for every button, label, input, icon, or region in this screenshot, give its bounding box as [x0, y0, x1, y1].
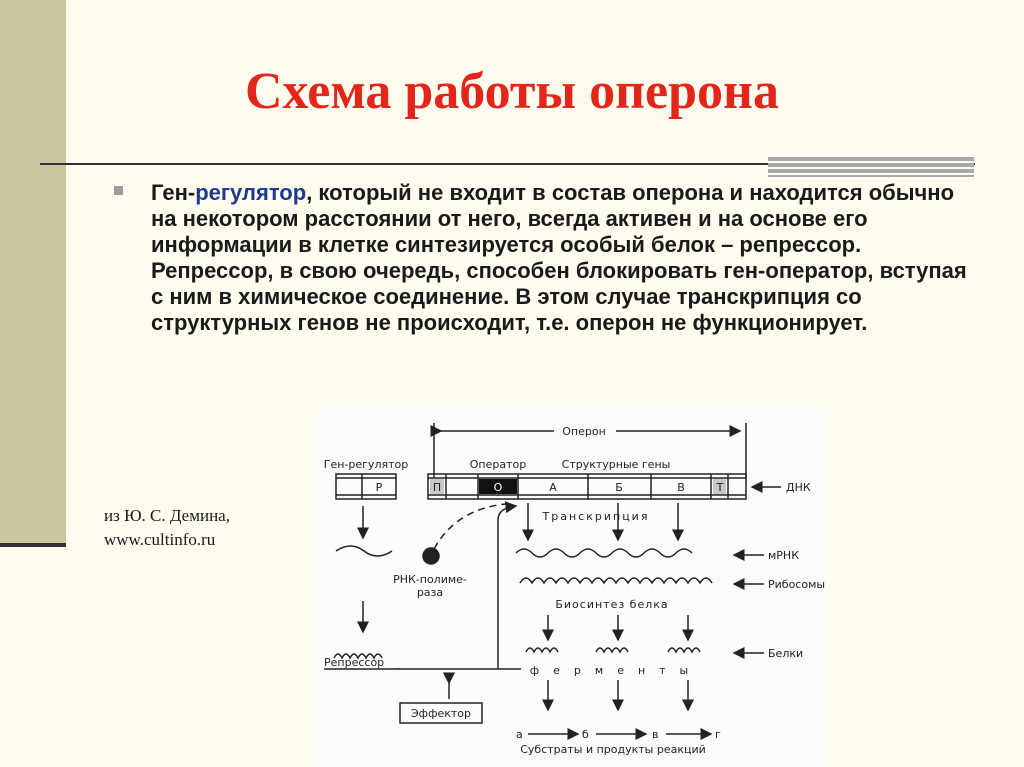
segment-gene-b: Б — [615, 481, 623, 494]
paragraph-rest: , который не входит в состав оперона и находится обычно на некотором расстоянии от него, всегда активен и на основе его информации в клетке синтезируется особый белок – репрессор. Репрессор, в свою очередь, способен блокировать ген-оператор, вступая с ним в химическое соединение. В этом случае транскрипция со структурных генов не происходит, т.е. оперон не функционирует. — [151, 180, 967, 335]
label-effector: Эффектор — [410, 707, 472, 720]
label-biosynthesis: Биосинтез белка — [555, 598, 669, 611]
label-gene-regulator: Ген-регулятор — [323, 458, 409, 471]
label-proteins: Белки — [768, 647, 804, 660]
slide-title: Схема работы оперона — [244, 63, 779, 120]
label-substrate-g: г — [715, 728, 721, 741]
source-citation — [104, 504, 230, 552]
label-substrate-v: в — [652, 728, 659, 741]
label-repressor: Репрессор — [324, 656, 385, 669]
paragraph-start: Ген- — [151, 180, 196, 205]
paragraph-highlight: регулятор — [195, 180, 307, 205]
body-paragraph — [151, 180, 971, 336]
bullet-square — [114, 186, 123, 195]
segment-gene-v: В — [677, 481, 685, 494]
label-mrna: мРНК — [768, 549, 800, 562]
label-enzymes: ферменты — [529, 664, 703, 677]
label-substrate-b: б — [582, 728, 589, 741]
source-author: из Ю. С. Демина, — [104, 506, 230, 525]
segment-regulator: Р — [375, 481, 383, 494]
label-dna: ДНК — [786, 481, 811, 494]
segment-operator: О — [493, 481, 503, 494]
segment-promoter: П — [432, 481, 442, 494]
label-operator: Оператор — [469, 458, 527, 471]
label-rna-polymerase-1: РНК-полиме- — [393, 573, 467, 586]
label-substrate-a: а — [516, 728, 523, 741]
operon-diagram — [316, 408, 828, 767]
label-substrates: Субстраты и продукты реакций — [520, 743, 706, 756]
label-transcription: Транскрипция — [542, 510, 650, 523]
left-stripe-underline — [0, 543, 66, 547]
title-divider-hatch — [768, 157, 974, 177]
label-ribosomes: Рибосомы — [768, 578, 826, 591]
label-operon: Оперон — [562, 425, 606, 438]
segment-terminator: Т — [716, 481, 724, 494]
label-structural-genes: Структурные гены — [561, 458, 671, 471]
source-url: www.cultinfo.ru — [104, 530, 216, 549]
segment-gene-a: А — [549, 481, 557, 494]
label-rna-polymerase-2: раза — [416, 586, 444, 599]
